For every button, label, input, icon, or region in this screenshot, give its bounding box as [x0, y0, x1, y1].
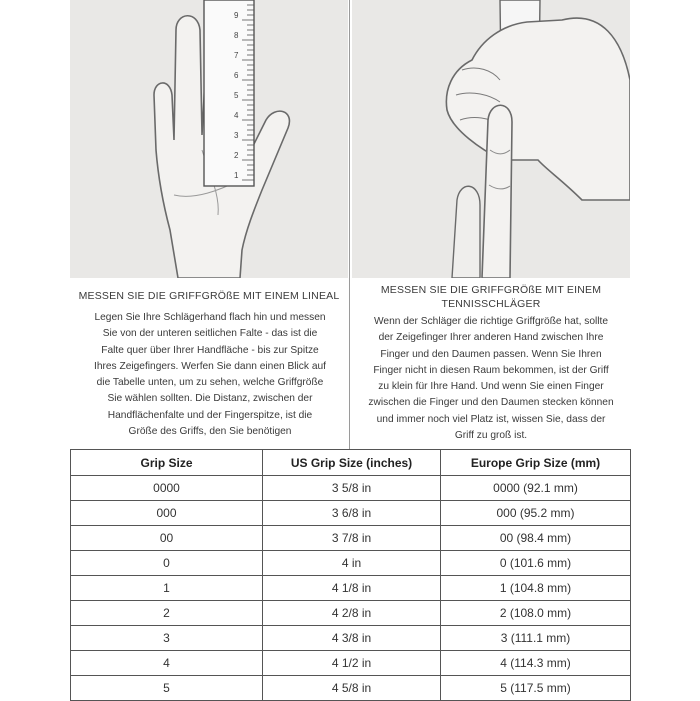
heading-line: TENNISSCHLÄGER: [441, 298, 541, 310]
table-row: [71, 626, 631, 651]
ruler-digit: 4: [234, 111, 239, 120]
ruler-digits: [234, 11, 239, 180]
left-heading: MESSEN SIE DIE GRIFFGRÖßE MIT EINEM LINEAL: [78, 290, 340, 302]
hand-with-racket-icon: [352, 0, 630, 278]
text-line: Sie wählen sollten. Die Distanz, zwischen der: [107, 393, 313, 405]
text-line: die Tabelle unten, um zu sehen, welche Griffgröße: [96, 377, 324, 389]
text-line: Finger und den Daumen passen. Wenn Sie Ihren: [380, 348, 602, 360]
grip-size-cell: 00: [71, 526, 263, 551]
ruler-digit: 9: [234, 11, 239, 20]
hand-with-ruler-icon: [70, 0, 348, 278]
ruler-digit: 1: [234, 171, 239, 180]
text-line: Falte quer über Ihrer Handfläche - bis zur Spitze: [101, 344, 319, 356]
table-row: [71, 676, 631, 701]
header-europe-grip-size: Europe Grip Size (mm): [441, 450, 631, 476]
text-line: Legen Sie Ihre Schlägerhand flach hin und messen: [94, 312, 326, 323]
text-line: Handflächenfalte und der Fingerspitze, ist die: [107, 409, 313, 421]
grip-size-cell: 000: [71, 501, 263, 526]
text-line: Ihres Zeigefingers. Werfen Sie dann einen Blick auf: [94, 360, 326, 372]
table-row: [71, 551, 631, 576]
table-row: [71, 476, 631, 501]
europe-size-cell: 5 (117.5 mm): [441, 676, 631, 701]
left-instructions: [74, 310, 346, 440]
ruler-digit: 3: [234, 131, 239, 140]
table-row: [71, 601, 631, 626]
table-header-row: [71, 450, 631, 476]
text-line: Größe des Griffs, den Sie benötigen: [128, 426, 292, 438]
table-row: [71, 651, 631, 676]
text-line: Sie von der unteren seitlichen Falte - das ist die: [102, 328, 318, 340]
column-divider: [349, 0, 350, 450]
text-line: zwischen die Finger und den Daumen stecken können: [368, 397, 614, 409]
table-row: [71, 526, 631, 551]
right-heading: [352, 283, 630, 311]
us-size-cell: 4 2/8 in: [263, 601, 441, 626]
text-line: Wenn der Schläger die richtige Griffgröße hat, sollte: [373, 316, 609, 327]
us-size-cell: 3 6/8 in: [263, 501, 441, 526]
grip-size-cell: 4: [71, 651, 263, 676]
grip-size-cell: 2: [71, 601, 263, 626]
ruler-digit: 2: [234, 151, 239, 160]
europe-size-cell: 2 (108.0 mm): [441, 601, 631, 626]
grip-size-cell: 3: [71, 626, 263, 651]
us-size-cell: 4 1/2 in: [263, 651, 441, 676]
us-size-cell: 3 7/8 in: [263, 526, 441, 551]
europe-size-cell: 00 (98.4 mm): [441, 526, 631, 551]
europe-size-cell: 000 (95.2 mm): [441, 501, 631, 526]
header-us-grip-size: US Grip Size (inches): [263, 450, 441, 476]
us-size-cell: 3 5/8 in: [263, 476, 441, 501]
hand-ruler-illustration: [70, 0, 348, 278]
heading-line: MESSEN SIE DIE GRIFFGRÖßE MIT EINEM: [380, 284, 602, 296]
text-line: der Zeigefinger Ihrer anderen Hand zwischen Ihre: [378, 332, 604, 344]
text-line: und immer noch viel Platz ist, wissen Sie, dass der: [376, 413, 606, 425]
text-line: zu klein für Ihre Hand. Und wenn Sie einen Finger: [378, 381, 604, 393]
right-instructions: [354, 314, 628, 444]
europe-size-cell: 0000 (92.1 mm): [441, 476, 631, 501]
grip-size-cell: 5: [71, 676, 263, 701]
text-line: Finger nicht in diesen Raum bekommen, ist der Griff: [373, 364, 609, 376]
ruler-digit: 8: [234, 31, 239, 40]
ruler-digit: 7: [234, 51, 239, 60]
us-size-cell: 4 1/8 in: [263, 576, 441, 601]
table-row: [71, 501, 631, 526]
table-row: [71, 576, 631, 601]
europe-size-cell: 4 (114.3 mm): [441, 651, 631, 676]
europe-size-cell: 0 (101.6 mm): [441, 551, 631, 576]
europe-size-cell: 3 (111.1 mm): [441, 626, 631, 651]
us-size-cell: 4 5/8 in: [263, 676, 441, 701]
europe-size-cell: 1 (104.8 mm): [441, 576, 631, 601]
grip-size-table: [70, 449, 631, 701]
ruler-digit: 5: [234, 91, 239, 100]
header-grip-size: Grip Size: [71, 450, 263, 476]
grip-size-cell: 0000: [71, 476, 263, 501]
racket-grip-illustration: [352, 0, 630, 278]
grip-size-cell: 1: [71, 576, 263, 601]
text-line: Griff zu groß ist.: [454, 430, 528, 442]
us-size-cell: 4 in: [263, 551, 441, 576]
ruler-digit: 6: [234, 71, 239, 80]
us-size-cell: 4 3/8 in: [263, 626, 441, 651]
grip-size-cell: 0: [71, 551, 263, 576]
